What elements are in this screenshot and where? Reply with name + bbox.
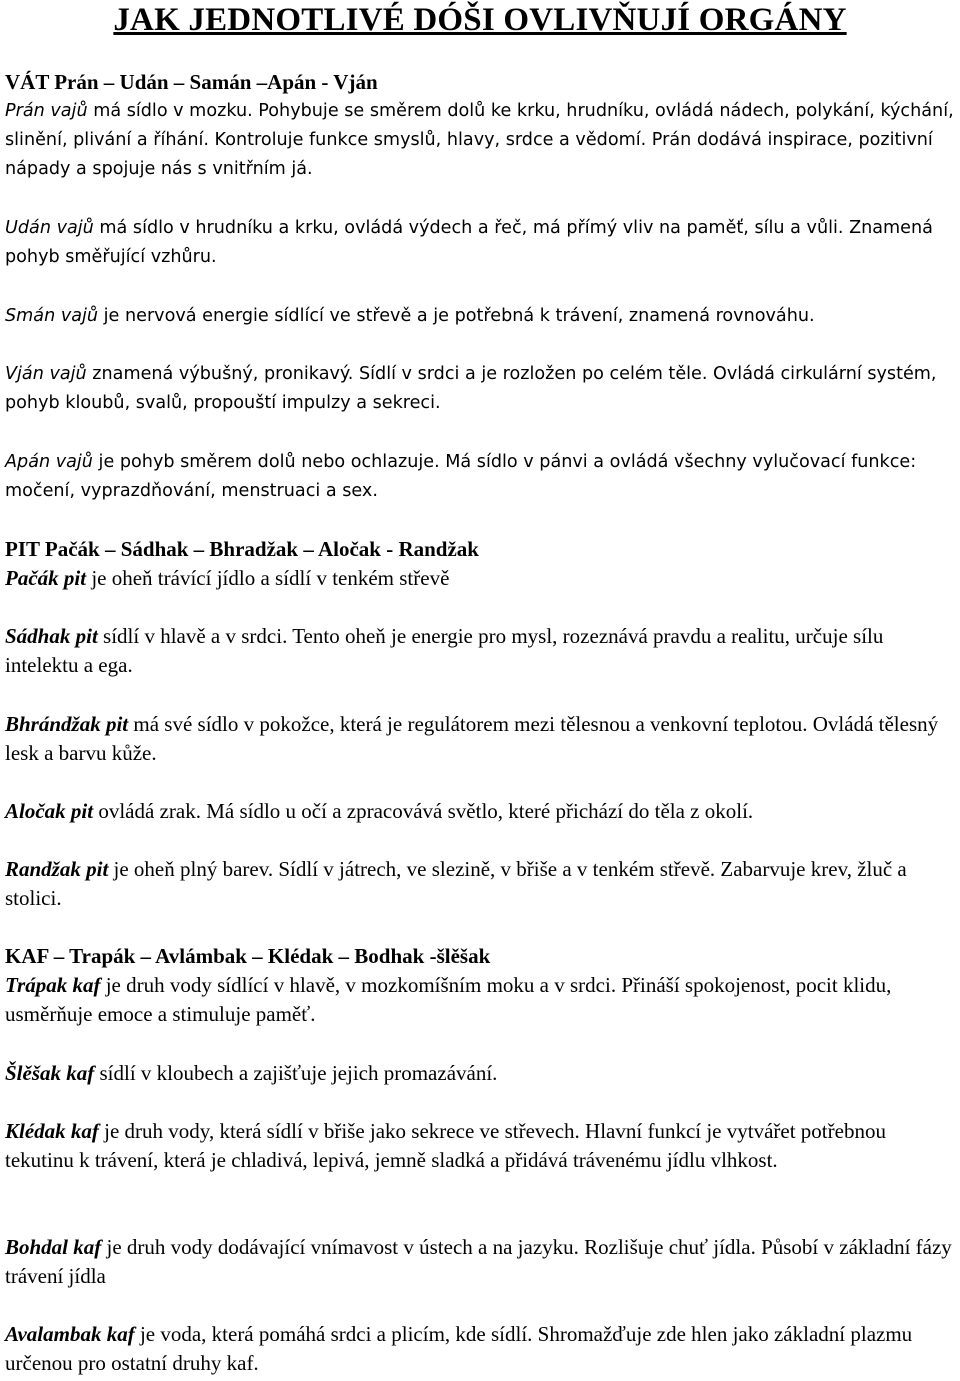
text-randzak: je oheň plný barev. Sídlí v játrech, ve slezině, v břiše a v tenkém střevě. Zabarvuje krev, žluč a stolici. <box>5 857 907 910</box>
section-heading-vat: VÁT Prán – Udán – Samán –Apán - Vján <box>5 70 378 94</box>
text-sman: je nervová energie sídlící ve střevě a je potřebná k trávení, znamená rovnováhu. <box>98 306 815 326</box>
paragraph-sadhak <box>5 622 957 680</box>
term-bhrandzak: Bhrándžak pit <box>5 712 129 736</box>
paragraph-pran <box>5 97 957 184</box>
text-pacak: je oheň trávící jídlo a sídlí v tenkém střevě <box>86 566 450 590</box>
text-apan: je pohyb směrem dolů nebo ochlazuje. Má sídlo v pánvi a ovládá všechny vylučovací funkce: močení, vyprazdňování, menstruaci a sex. <box>5 452 917 501</box>
text-kledak: je druh vody, která sídlí v břiše jako sekrece ve střevech. Hlavní funkcí je vytvářet potřebnou tekutinu k trávení, která je chladivá, lepivá, jemně sladká a přidává trávenému jídlu vlhkost. <box>5 1119 886 1172</box>
term-randzak: Randžak pit <box>5 857 109 881</box>
term-vjan: Vján vajů <box>5 364 87 384</box>
section-heading-kaf: KAF – Trapák – Avlámbak – Klédak – Bodhak -šlěšak <box>5 944 491 968</box>
paragraph-apan <box>5 448 957 506</box>
text-vjan: znamená výbušný, pronikavý. Sídlí v srdci a je rozložen po celém těle. Ovládá cirkulární systém, pohyb kloubů, svalů, propouští impulzy a sekreci. <box>5 364 937 413</box>
text-bohdal: je druh vody dodávající vnímavost v ústech a na jazyku. Rozlišuje chuť jídla. Působí v základní fázy trávení jídla <box>5 1235 952 1288</box>
paragraph-randzak <box>5 855 957 913</box>
page-title: JAK JEDNOTLIVÉ DÓŠI OVLIVŇUJÍ ORGÁNY <box>113 2 847 38</box>
paragraph-sman <box>5 302 957 331</box>
paragraph-bohdal <box>5 1233 957 1291</box>
term-sadhak: Sádhak pit <box>5 624 98 648</box>
paragraph-udan <box>5 214 957 272</box>
term-pacak: Pačák pit <box>5 566 87 590</box>
text-alocak: ovládá zrak. Má sídlo u očí a zpracovává světlo, které přichází do těla z okolí. <box>93 799 754 823</box>
text-pran: má sídlo v mozku. Pohybuje se směrem dolů ke krku, hrudníku, ovládá nádech, polykání, kýchání, slinění, plivání a říhání. Kontroluje funkce smyslů, hlavy, srdce a vědomí. Prán dodává inspirace, pozitivní nápady a spojuje nás s vnitřním já. <box>5 101 954 179</box>
paragraph-slesak <box>5 1059 957 1088</box>
text-sadhak: sídlí v hlavě a v srdci. Tento oheň je energie pro mysl, rozeznává pravdu a realitu, určuje sílu intelektu a ega. <box>5 624 884 677</box>
term-alocak: Aločak pit <box>5 799 94 823</box>
term-bohdal: Bohdal kaf <box>5 1235 102 1259</box>
text-bhrandzak: má své sídlo v pokožce, která je regulátorem mezi tělesnou a venkovní teplotou. Ovládá tělesný lesk a barvu kůže. <box>5 712 939 765</box>
paragraph-avalambak <box>5 1320 957 1378</box>
term-apan: Apán vajů <box>5 452 93 472</box>
text-trapak: je druh vody sídlící v hlavě, v mozkomíšním moku a v srdci. Přináší spokojenost, pocit klidu, usměrňuje emoce a stimuluje paměť. <box>5 973 892 1026</box>
term-avalambak: Avalambak kaf <box>5 1322 135 1346</box>
term-kledak: Klédak kaf <box>5 1119 99 1143</box>
term-sman: Smán vajů <box>5 306 99 326</box>
text-avalambak: je voda, která pomáhá srdci a plicím, kde sídlí. Shromažďuje zde hlen jako základní plazmu určenou pro ostatní druhy kaf. <box>5 1322 913 1375</box>
paragraph-bhrandzak <box>5 710 957 768</box>
paragraph-alocak <box>5 797 957 826</box>
paragraph-trapak <box>5 971 957 1029</box>
term-slesak: Šlěšak kaf <box>5 1061 95 1085</box>
term-udan: Udán vajů <box>5 218 94 238</box>
term-trapak: Trápak kaf <box>5 973 101 997</box>
paragraph-pacak <box>5 564 957 593</box>
text-slesak: sídlí v kloubech a zajišťuje jejich promazávání. <box>94 1061 498 1085</box>
term-pran: Prán vajů <box>5 101 88 121</box>
section-heading-pit: PIT Pačák – Sádhak – Bhradžak – Aločak - Randžak <box>5 537 479 561</box>
paragraph-kledak <box>5 1117 957 1175</box>
text-udan: má sídlo v hrudníku a krku, ovládá výdech a řeč, má přímý vliv na paměť, sílu a vůli. Znamená pohyb směřující vzhůru. <box>5 218 933 267</box>
paragraph-vjan <box>5 360 957 418</box>
